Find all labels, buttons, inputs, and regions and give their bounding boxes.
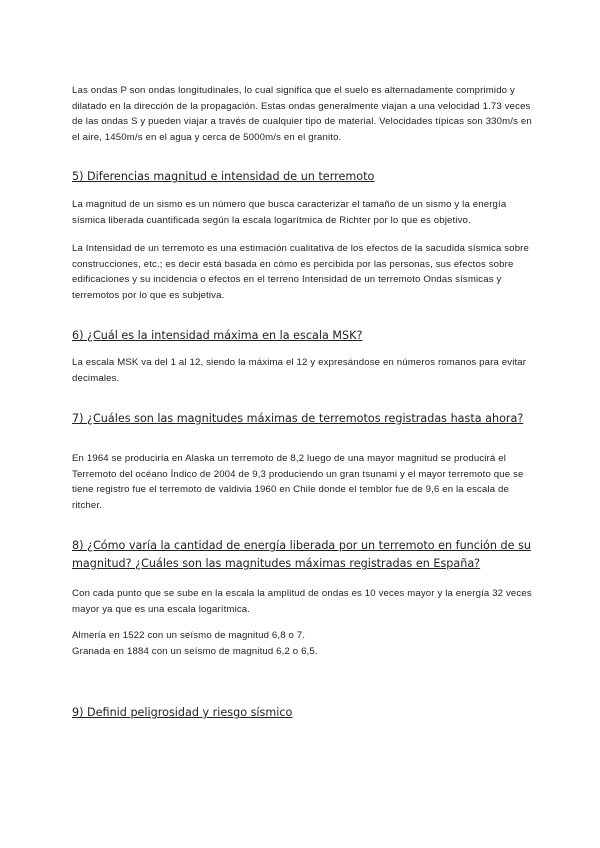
document-body: [72, 83, 532, 722]
max-earthquakes-paragraph: En 1964 se produciría en Alaska un terremoto de 8,2 luego de una mayor magnitud se producirá el Terremoto del océano Índico de 2004 de 9,3 produciendo un gran tsunami y el mayor terremoto que se tiene registro fue el terremoto de valdivia 1960 en Chile donde el temblor fue de 9,6 en la escala de ritcher.: [72, 453, 524, 511]
almeria-line: Almería en 1522 con un seísmo de magnitud 6,8 o 7.: [72, 630, 306, 641]
msk-paragraph: La escala MSK va del 1 al 12, siendo la máxima el 12 y expresándose en números romanos para evitar decimales.: [72, 357, 527, 384]
p-waves-paragraph: Las ondas P son ondas longitudinales, lo cual significa que el suelo es alternadamente comprimido y dilatado en la dirección de la propagación. Estas ondas generalmente viajan a una velocidad 1.73 veces de las ondas S y pueden viajar a través de cualquier tipo de material. Velocidades típicas son 330m/s en el aire, 1450m/s en el agua y cerca de 5000m/s en el granito.: [72, 85, 532, 143]
intensity-paragraph: La Intensidad de un terremoto es una estimación cualitativa de los efectos de la sacudida sísmica sobre construcciones, etc.; es decir está basada en cómo es percibida por las personas, sus efectos sobre edificaciones y su incidencia o efectos en el terreno Intensidad de un terremoto Ondas sísmicas y terremotos por lo que es subjetiva.: [72, 243, 530, 301]
section-7-heading: 7) ¿Cuáles son las magnitudes máximas de terremotos registradas hasta ahora?: [72, 412, 524, 425]
section-5-heading: 5) Diferencias magnitud e intensidad de un terremoto: [72, 170, 375, 183]
section-6-heading: 6) ¿Cuál es la intensidad máxima en la escala MSK?: [72, 329, 363, 342]
magnitude-paragraph: La magnitud de un sismo es un número que busca caracterizar el tamaño de un sismo y la energía sísmica liberada cuantificada según la escala logarítmica de Richter por lo que es objetivo.: [72, 199, 507, 226]
energy-paragraph: Con cada punto que se sube en la escala la amplitud de ondas es 10 veces mayor y la energía 32 veces mayor ya que es una escala logarítmica.: [72, 588, 532, 615]
section-9-heading: 9) Definid peligrosidad y riesgo sísmico: [72, 706, 293, 719]
section-8-heading: 8) ¿Cómo varía la cantidad de energía liberada por un terremoto en función de su magnitud? ¿Cuáles son las magnitudes máximas registradas en España?: [72, 539, 531, 570]
granada-line: Granada en 1884 con un seísmo de magnitud 6,2 o 6,5.: [72, 645, 318, 657]
